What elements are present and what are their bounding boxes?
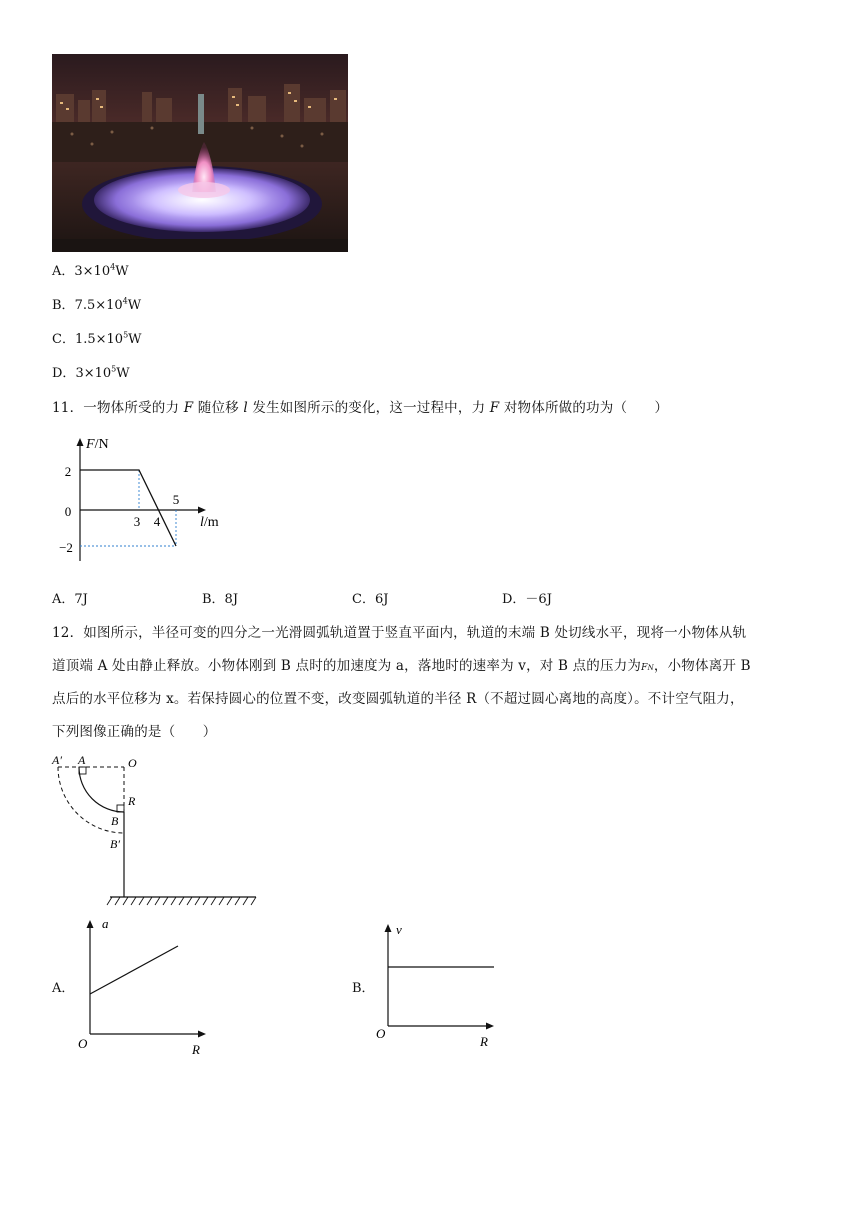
option-letter: D． [52,366,76,381]
symbol-l: l [243,400,248,416]
stem-text: 道顶端 A 处由静止释放。小物体刚到 B 点时的加速度为 a，落地时的速率为 v，对 B 点的压力为 [52,658,642,674]
y-axis-arrow-icon [87,920,94,928]
option-mantissa: 3×10 [75,366,112,381]
option-exponent: 5 [123,330,129,340]
option-mantissa: 1.5×10 [74,332,124,347]
y-tick-neg2: −2 [59,540,73,555]
fountain-photo [52,54,348,252]
force-displacement-graph [52,436,232,566]
q12-stem-line-1 [52,625,746,641]
q10-option-c [52,332,142,348]
y-tick-2: 2 [64,464,72,479]
fn-symbol: FN [641,663,654,673]
force-curve [80,470,176,546]
option-unit: W [128,332,142,347]
x-tick-3: 3 [133,514,141,529]
x-axis-arrow-icon [198,507,206,514]
q11-option-b: B．8J [202,592,239,607]
x-axis-arrow-icon [486,1023,494,1030]
label-a: A [78,753,86,767]
label-b-prime: B′ [110,837,120,851]
q11-option-d: D．－6J [502,592,552,607]
q12-option-b-letter: B． [352,981,375,996]
block-at-a [79,767,86,774]
q10-option-b [52,298,141,314]
stem-text: 一物体所受的力 [83,400,184,416]
stem-text: 随位移 [193,400,244,416]
q10-option-d [52,366,130,382]
x-tick-5: 5 [172,492,180,507]
q10-option-a [52,264,129,280]
q12-stem-line-3 [52,691,744,707]
option-mantissa: 3×10 [74,264,111,279]
stem-text: 对物体所做的功为（ ） [499,400,669,416]
y-tick-0: 0 [64,504,72,519]
option-letter: B． [52,298,75,313]
x-axis-label: l/m [200,515,219,530]
arc-track-diagram [50,752,260,908]
x-axis-label: R [480,1034,488,1049]
option-unit: W [127,298,142,313]
y-axis-label: a [102,916,109,931]
q11-option-c: C．6J [352,592,389,607]
q12-option-a-graph [74,914,214,1058]
origin-label: O [376,1026,386,1041]
q12-stem-line-4 [52,724,216,740]
label-a-prime: A′ [52,753,62,767]
stem-text: 如图所示，半径可变的四分之一光滑圆弧轨道置于竖直平面内，轨道的末端 B 处切线水平，现将一小物体从轨 [83,625,747,641]
question-number: 12． [52,625,84,641]
stem-text: 点后的水平位移为 x。若保持圆心的位置不变，改变圆弧轨道的半径 R（不超过圆心离地的高度）。不计空气阻力， [52,691,744,707]
x-axis-arrow-icon [198,1031,206,1038]
y-axis-label: v [396,922,402,937]
q11-stem [52,400,668,416]
q12-stem-line-2 [52,658,751,676]
option-a-line [90,946,178,994]
y-axis-label: F/N [86,437,109,452]
option-exponent: 4 [110,262,116,272]
q11-option-a: A．7J [52,592,88,607]
q12-option-b-graph [372,918,502,1054]
ground-hatch [107,897,256,905]
symbol-f: F [183,400,194,416]
option-mantissa: 7.5×10 [74,298,123,313]
x-tick-4: 4 [153,514,161,529]
stem-text: 发生如图所示的变化，这一过程中，力 [247,400,490,416]
option-unit: W [115,264,129,279]
label-r: R [128,794,136,808]
y-axis-arrow-icon [385,924,392,932]
option-letter: C． [52,332,75,347]
question-number: 11． [52,400,84,416]
stem-text: ，小物体离开 B [653,658,751,674]
y-axis-arrow-icon [77,438,84,446]
label-b: B [111,814,119,828]
x-axis-label: R [192,1042,200,1057]
option-exponent: 4 [122,296,128,306]
symbol-f: F [489,400,500,416]
origin-label: O [78,1036,88,1051]
option-exponent: 5 [111,364,117,374]
option-unit: W [116,366,130,381]
option-letter: A． [52,264,75,279]
label-o: O [128,756,137,770]
q12-option-a-letter: A． [52,981,75,996]
stem-text: 下列图像正确的是（ ） [52,724,217,740]
block-at-b [117,805,124,812]
